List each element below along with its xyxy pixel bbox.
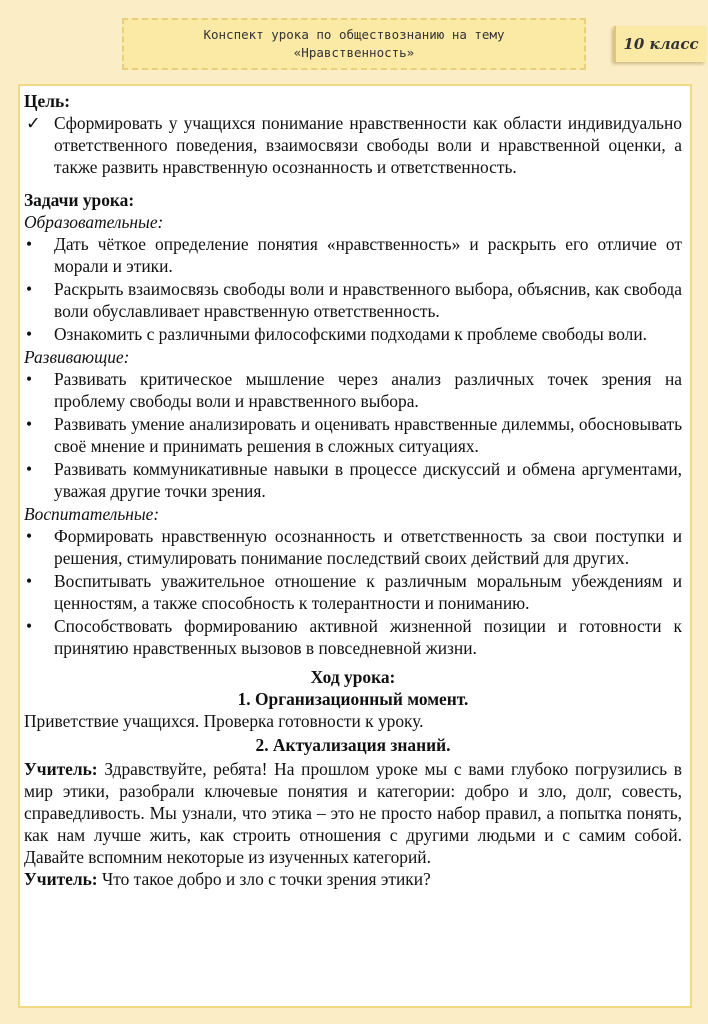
grade-badge: 10 класс — [614, 26, 706, 62]
title-line-2: «Нравственность» — [293, 45, 415, 60]
bullet-icon: • — [26, 324, 33, 344]
list-item-text: Дать чёткое определение понятия «нравственность» и раскрыть его отличие от морали и этики. — [54, 234, 682, 276]
teacher-label: Учитель: — [24, 759, 98, 779]
bullet-icon: • — [26, 369, 33, 389]
list-item-text: Развивать коммуникативные навыки в процессе дискуссий и обмена аргументами, уважая другие точки зрения. — [54, 459, 682, 501]
goal-list — [24, 112, 682, 178]
teacher-remark-2 — [24, 868, 682, 890]
teacher-remark-1 — [24, 758, 682, 868]
list-item — [24, 368, 682, 412]
lesson-heading: Ход урока: — [310, 667, 396, 687]
upbringing-list — [24, 525, 682, 659]
developmental-list — [24, 368, 682, 502]
group-title-educational: Образовательные: — [24, 212, 164, 232]
list-item — [24, 233, 682, 277]
teacher-label: Учитель: — [24, 869, 98, 889]
bullet-icon: • — [26, 459, 33, 479]
teacher-text: Здравствуйте, ребята! На прошлом уроке мы с вами глубоко погрузились в мир этики, разобрали ключевые понятия и категории: добро и зло, долг, совесть, справедливость. Мы узнали, что этика – это не просто набор правил, а попытка понять, как нам лучше жить, как строить отношения с другими людьми и с самим собой. Давайте вспомним некоторые из изученных категорий. — [24, 759, 682, 867]
checkmark-icon: ✓ — [26, 113, 41, 133]
bullet-icon: • — [26, 571, 33, 591]
bullet-icon: • — [26, 414, 33, 434]
stage2-title: 2. Актуализация знаний. — [255, 735, 451, 755]
document-content — [24, 90, 682, 890]
title-banner — [122, 18, 586, 70]
list-item — [24, 278, 682, 322]
list-item-text: Ознакомить с различными философскими подходами к проблеме свободы воли. — [54, 324, 648, 344]
list-item — [24, 413, 682, 457]
title-line-1: Конспект урока по обществознанию на тему — [203, 27, 505, 42]
goal-heading: Цель: — [24, 91, 70, 111]
bullet-icon: • — [26, 279, 33, 299]
list-item-text: Развивать критическое мышление через анализ различных точек зрения на проблему свободы воли и нравственного выбора. — [54, 369, 682, 411]
list-item-text: Воспитывать уважительное отношение к различным моральным убеждениям и ценностям, а также способность к толерантности и пониманию. — [54, 571, 682, 613]
goal-text: Сформировать у учащихся понимание нравственности как области индивидуально ответственного поведения, взаимосвязи свободы воли и нравственной оценки, а также развить нравственную осознанность и ответственность. — [54, 113, 682, 177]
tasks-heading: Задачи урока: — [24, 190, 135, 210]
list-item — [24, 570, 682, 614]
list-item-text: Способствовать формированию активной жизненной позиции и готовности к принятию нравственных вызовов в повседневной жизни. — [54, 616, 682, 658]
list-item-text: Формировать нравственную осознанность и ответственность за свои поступки и решения, стимулировать понимание последствий своих действий для других. — [54, 526, 682, 568]
group-title-developmental: Развивающие: — [24, 347, 130, 367]
stage1-title: 1. Организационный момент. — [237, 689, 469, 709]
list-item-text: Раскрыть взаимосвязь свободы воли и нравственного выбора, объяснив, как свобода воли обуславливает нравственную ответственность. — [54, 279, 682, 321]
bullet-icon: • — [26, 234, 33, 254]
list-item — [24, 525, 682, 569]
list-item-text: Развивать умение анализировать и оценивать нравственные дилеммы, обосновывать своё мнение и принимать решения в сложных ситуациях. — [54, 414, 682, 456]
list-item — [24, 458, 682, 502]
list-item — [24, 615, 682, 659]
bullet-icon: • — [26, 526, 33, 546]
educational-list — [24, 233, 682, 345]
goal-item — [24, 112, 682, 178]
teacher-text: Что такое добро и зло с точки зрения этики? — [97, 869, 431, 889]
group-title-upbringing: Воспитательные: — [24, 504, 160, 524]
bullet-icon: • — [26, 616, 33, 636]
list-item — [24, 323, 682, 345]
stage1-text: Приветствие учащихся. Проверка готовности к уроку. — [24, 711, 424, 731]
